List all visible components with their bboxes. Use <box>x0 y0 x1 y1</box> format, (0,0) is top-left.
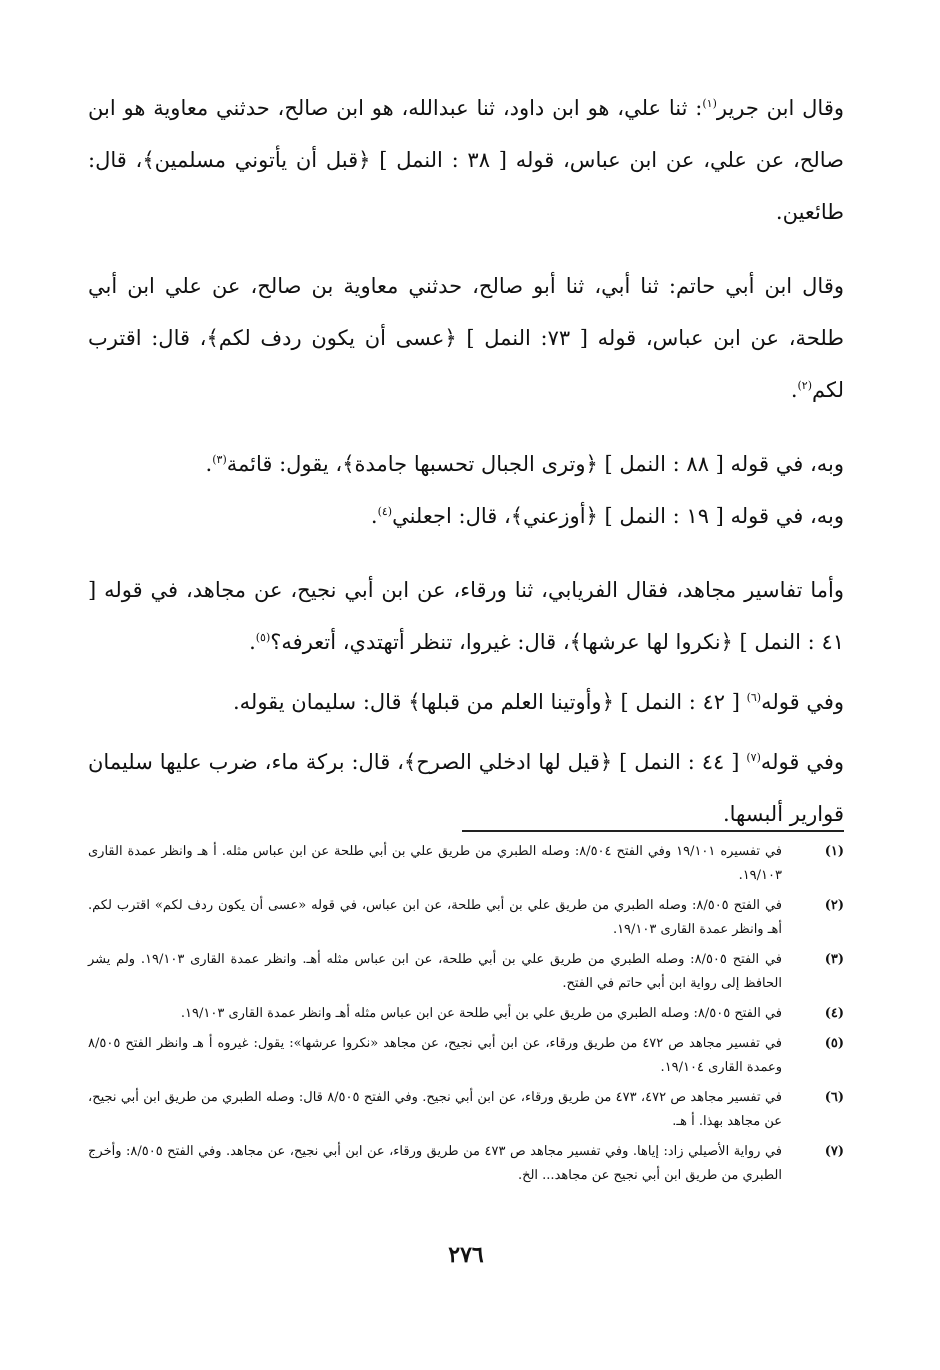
footnote-7 <box>88 1140 844 1188</box>
footnote-ref: (٢) <box>797 379 813 392</box>
footnote-4 <box>88 1002 844 1026</box>
paragraph-2: وقال ابن أبي حاتم: ثنا أبي، ثنا أبو صالح، حدثني معاوية بن صالح، عن علي ابن أبي طلحة، عن ابن عباس، قوله [ ٧٣: النمل ] ﴿عسى أن يكون ردف لكم﴾، قال: اقترب لكم$^{(٢)}$. <box>88 274 844 402</box>
footnotes <box>88 840 844 1194</box>
footnote-text: في الفتح ٨/٥٠٥: وصله الطبري من طريق علي بن أبي طلحة، عن ابن عباس مثله أهـ. وانظر عمدة القارى ١٩/١٠٣. ولم يشر الحافظ إلى رواية ابن أبي حاتم في الفتح. <box>88 952 783 991</box>
footnote-text: في الفتح ٨/٥٠٥: وصله الطبري من طريق علي بن أبي طلحة، عن ابن عباس، في قوله «عسى أن يكون ردف لكم» اقترب لكم. أهـ وانظر عمدة القارى ١٩/١٠٣. <box>88 898 783 937</box>
footnote-ref: (١) <box>702 97 717 110</box>
footnote-number: (١) <box>824 844 844 859</box>
footnote-number: (٢) <box>824 898 844 913</box>
footnote-number: (٤) <box>824 1006 844 1021</box>
footnote-6 <box>88 1086 844 1134</box>
spacer <box>88 238 844 260</box>
footnote-3 <box>88 948 844 996</box>
footnote-number: (٣) <box>824 952 844 967</box>
spacer <box>88 728 844 736</box>
footnote-divider <box>462 830 844 832</box>
footnote-ref: (٤) <box>377 505 393 518</box>
page-number: ٢٧٦ <box>448 1242 484 1268</box>
paragraph-1: وقال ابن جرير$^{(١)}$: ثنا علي، هو ابن داود، ثنا عبدالله، هو ابن صالح، حدثني معاوية هو ابن صالح، عن علي، عن ابن عباس، قوله [ ٣٨ : النمل ] ﴿قبل أن يأتوني مسلمين﴾، قال: طائعين. <box>88 96 844 224</box>
footnote-text: في تفسير مجاهد ص ٤٧٢ من طريق ورقاء، عن ابن أبي نجيح، عن مجاهد «نكروا عرشها»: يقول: غيروه أ هـ وانظر الفتح ٨/٥٠٥ وعمدة القارى ١٩/١٠٤. <box>88 1036 782 1075</box>
paragraph-6: وفي قوله$^{(٦)}$ [ ٤٢ : النمل ] ﴿وأوتينا العلم من قبلها﴾ قال: سليمان يقوله. <box>232 690 844 714</box>
footnote-text: في رواية الأصيلي زاد: إياها. وفي تفسير مجاهد ص ٤٧٣ من طريق ورقاء، عن ابن أبي نجيح، عن مجاهد. وفي الفتح ٨/٥٠٥: وأخرج الطبري من طريق ابن أبي نجيح عن مجاهد... الخ. <box>88 1144 782 1183</box>
footnote-ref: (٣) <box>212 453 227 466</box>
paragraph-5: وأما تفاسير مجاهد، فقال الفريابي، ثنا ورقاء، عن ابن أبي نجيح، عن مجاهد، في قوله [ ٤١ : النمل ] ﴿نكروا لها عرشها﴾، قال: غيروا، تنظر أتهتدي، أتعرفه؟$^{(٥)}$. <box>88 578 844 654</box>
spacer <box>88 416 844 438</box>
spacer <box>88 542 844 564</box>
footnote-ref: (٦) <box>746 691 762 704</box>
footnote-number: (٥) <box>824 1036 844 1051</box>
footnote-5 <box>88 1032 844 1080</box>
main-text <box>88 82 844 840</box>
paragraph-7: وفي قوله$^{(٧)}$ [ ٤٤ : النمل ] ﴿قيل لها ادخلي الصرح﴾، قال: بركة ماء، ضرب عليها سليمان قوارير ألبسها. <box>88 750 844 826</box>
footnote-text: في الفتح ٨/٥٠٥: وصله الطبري من طريق علي بن أبي طلحة عن ابن عباس مثله أهـ وانظر عمدة القارى ١٩/١٠٣. <box>180 1006 782 1021</box>
footnote-number: (٦) <box>824 1090 844 1105</box>
footnote-number: (٧) <box>824 1144 844 1159</box>
paragraph-4: وبه، في قوله [ ١٩ : النمل ] ﴿أوزعني﴾، قال: اجعلني$^{(٤)}$. <box>370 504 844 528</box>
footnote-1 <box>88 840 844 888</box>
book-page <box>88 82 844 1332</box>
spacer <box>88 668 844 676</box>
paragraph-3: وبه، في قوله [ ٨٨ : النمل ] ﴿وترى الجبال تحسبها جامدة﴾، يقول: قائمة$^{(٣)}$. <box>205 452 844 476</box>
footnote-text: في تفسيره ١٩/١٠١ وفي الفتح ٨/٥٠٤: وصله الطبري من طريق علي بن أبي طلحة عن ابن عباس مثله. أ هـ وانظر عمدة القارى ١٩/١٠٣. <box>88 844 782 883</box>
footnote-ref: (٥) <box>255 631 271 644</box>
footnote-2 <box>88 894 844 942</box>
footnote-text: في تفسير مجاهد ص ٤٧٢، ٤٧٣ من طريق ورقاء، عن ابن أبي نجيح. وفي الفتح ٨/٥٠٥ قال: وصله الطبري من طريق ابن أبي نجيح، عن مجاهد بهذا. أ هـ. <box>88 1090 782 1129</box>
footnote-ref: (٧) <box>746 751 761 764</box>
